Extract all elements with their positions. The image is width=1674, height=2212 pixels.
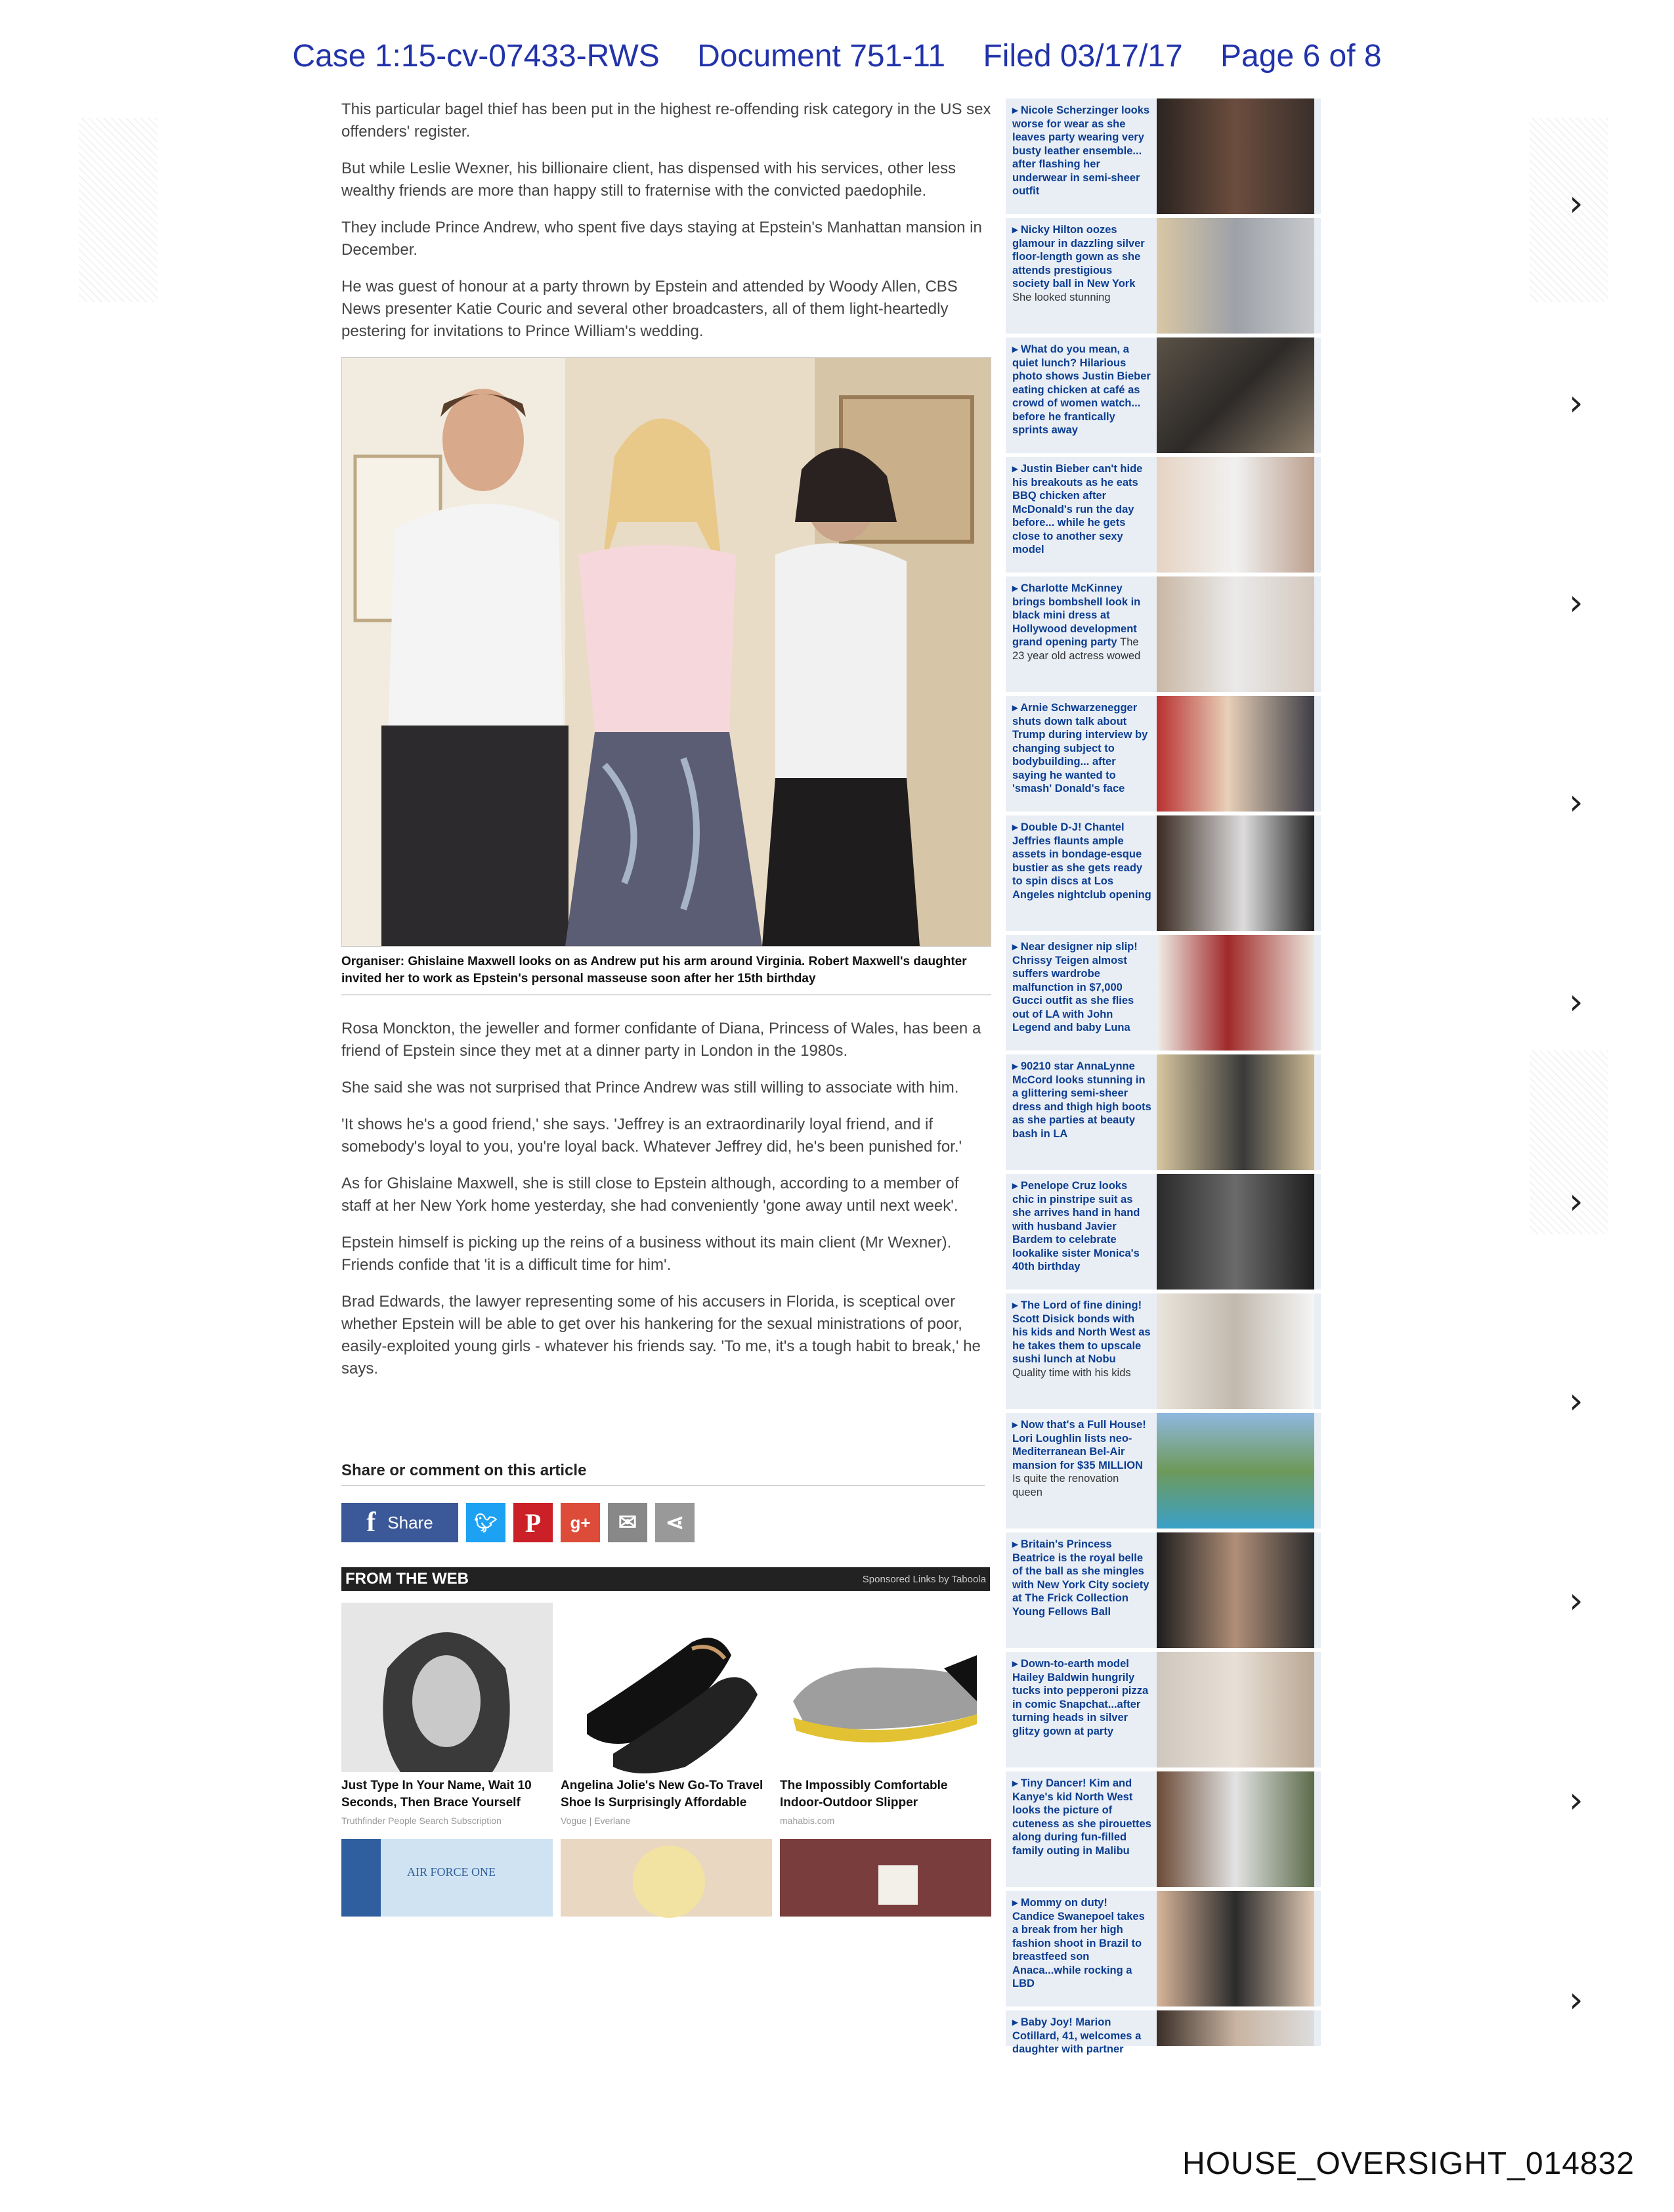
email-button[interactable] (608, 1503, 647, 1542)
article-paragraph: This particular bagel thief has been put in the highest re-offending risk category in the US sex offenders' register. (341, 100, 991, 141)
sidebar-thumb (1157, 1293, 1314, 1409)
sidebar-item-text: ▸ Justin Bieber can't hide his breakouts as he eats BBQ chicken after McDonald's run the day before... while he gets close to another sexy model (1012, 463, 1143, 555)
sidebar-thumb (1157, 815, 1314, 931)
pinterest-icon: P (525, 1507, 542, 1538)
sidebar-item-text: ▸ Mommy on duty! Candice Swanepoel takes a break from her high fashion shoot in Brazil to breastfeed son Anaca...while rocking a LBD (1012, 1897, 1145, 1989)
chevron-right-icon[interactable]: › (1569, 183, 1583, 224)
sidebar-item-text: ▸ Britain's Princess Beatrice is the royal belle of the ball as she mingles with New York City society at The Frick Collection Young Fellows Ball (1012, 1538, 1149, 1618)
sidebar-item-text: ▸ 90210 star AnnaLynne McCord looks stunning in a glittering semi-sheer dress and thigh high boots as she parties at beauty bash in LA (1012, 1060, 1151, 1140)
ad-image (561, 1603, 772, 1772)
sidebar-item-text: ▸ Arnie Schwarzenegger shuts down talk about Trump during interview by changing subject to bodybuilding... after saying he wanted to 'smash' Donald's face (1012, 702, 1148, 794)
case-header (0, 38, 1674, 74)
document-number: Document 751-11 (697, 39, 946, 74)
sidebar-item-text: ▸ Tiny Dancer! Kim and Kanye's kid North West looks the picture of cuteness as she pirouettes along during fun-filled family outing in Malibu (1012, 1777, 1151, 1857)
sidebar-item[interactable] (1006, 1413, 1321, 1529)
share-button-label: Share (387, 1512, 433, 1532)
ad-title: Angelina Jolie's New Go-To Travel Shoe Is Surprisingly Affordable (561, 1779, 763, 1810)
ad-title: The Impossibly Comfortable Indoor-Outdoor Slipper (780, 1779, 948, 1810)
sponsored-ad[interactable] (341, 1603, 553, 1826)
sidebar-item-text: ▸ Nicky Hilton oozes glamour in dazzling silver floor-length gown as she attends prestigious society ball in New York (1012, 224, 1145, 290)
sidebar-item[interactable] (1006, 337, 1321, 453)
sidebar-item[interactable] (1006, 2010, 1321, 2055)
facebook-icon: f (366, 1507, 376, 1538)
sidebar-thumb (1157, 1054, 1314, 1170)
sidebar-thumb (1157, 337, 1314, 453)
sidebar-thumb (1157, 696, 1314, 812)
ad-title: Just Type In Your Name, Wait 10 Seconds, Then Brace Yourself (341, 1779, 532, 1810)
sidebar-item-text: ▸ Down-to-earth model Hailey Baldwin hungrily tucks into pepperoni pizza in comic Snapchat...after turning heads in silver glitzy gown at party (1012, 1658, 1149, 1737)
sidebar-thumb (1157, 218, 1314, 334)
ad-image (780, 1603, 991, 1772)
sidebar-item-text: ▸ The Lord of fine dining! Scott Disick bonds with his kids and North West as he takes them to upscale sushi lunch at Nobu (1012, 1299, 1151, 1365)
ad-source: mahabis.com (780, 1815, 835, 1826)
article-paragraph: He was guest of honour at a party thrown by Epstein and attended by Woody Allen, CBS News presenter Katie Couric and several other broadcasters, all of them light-heartedly pestering for invitations to Prince William's wedding. (341, 278, 958, 340)
page-number: Page 6 of 8 (1220, 39, 1382, 74)
sidebar-thumb (1157, 2010, 1314, 2046)
chevron-right-icon[interactable]: › (1569, 1580, 1583, 1621)
sidebar-item-text: ▸ Charlotte McKinney brings bombshell look in black mini dress at Hollywood development grand opening party (1012, 582, 1141, 648)
article-paragraph: They include Prince Andrew, who spent five days staying at Epstein's Manhattan mansion in December. (341, 219, 982, 259)
filed-date: Filed 03/17/17 (983, 39, 1183, 74)
chevron-right-icon[interactable]: › (1569, 1380, 1583, 1421)
article-paragraph: Rosa Monckton, the jeweller and former confidante of Diana, Princess of Wales, has been a friend of Epstein since they met at a dinner party in London in the 1980s. (341, 1020, 981, 1060)
twitter-button[interactable] (466, 1503, 505, 1542)
from-the-web-title: FROM THE WEB (345, 1570, 469, 1588)
bates-number: HOUSE_OVERSIGHT_014832 (1182, 2146, 1635, 2181)
sponsored-ads (341, 1603, 991, 1826)
chevron-right-icon[interactable]: › (1569, 981, 1583, 1022)
chevron-right-icon[interactable]: › (1569, 781, 1583, 823)
sidebar-item[interactable] (1006, 1174, 1321, 1290)
sponsored-label[interactable]: Sponsored Links by Taboola (862, 1573, 986, 1585)
chevron-right-icon[interactable]: › (1569, 1779, 1583, 1821)
more-share-button[interactable] (655, 1503, 695, 1542)
photo-caption: Organiser: Ghislaine Maxwell looks on as Andrew put his arm around Virginia. Robert Maxwell's daughter invited her to work as Epstein's personal masseuse soon after her 15th birthday (341, 953, 991, 995)
sidebar-thumb (1157, 1891, 1314, 2006)
pinterest-button[interactable] (513, 1503, 553, 1542)
sidebar-item-text: ▸ Baby Joy! Marion Cotillard, 41, welcomes a daughter with partner (1012, 2016, 1142, 2055)
sidebar-thumb (1157, 1652, 1314, 1767)
sidebar-thumb (1157, 98, 1314, 214)
ad-source: Truthfinder People Search Subscription (341, 1815, 502, 1826)
sidebar-item[interactable] (1006, 1054, 1321, 1170)
sidebar-item[interactable] (1006, 1652, 1321, 1767)
article-paragraph: Epstein himself is picking up the reins of a business without its main client (Mr Wexner). Friends confide that 'it is a difficult time for him'. (341, 1234, 952, 1274)
sidebar-item[interactable] (1006, 1771, 1321, 1887)
share-buttons (341, 1503, 991, 1542)
sidebar-item-text: ▸ What do you mean, a quiet lunch? Hilarious photo shows Justin Bieber eating chicken at café as crowd of women watch... before he frantically sprints away (1012, 343, 1151, 436)
chevron-right-icon[interactable]: › (1569, 382, 1583, 423)
sidebar-item-text: ▸ Now that's a Full House! Lori Loughlin lists neo-Mediterranean Bel-Air mansion for $35 MILLION (1012, 1419, 1146, 1471)
ad-image-label: AIR FORCE ONE (407, 1865, 496, 1878)
article-photo (341, 357, 991, 947)
sidebar-thumb (1157, 1413, 1314, 1529)
sidebar-item[interactable] (1006, 1532, 1321, 1648)
case-number: Case 1:15-cv-07433-RWS (292, 39, 660, 74)
sidebar-item[interactable] (1006, 935, 1321, 1051)
photo-three-people (342, 358, 991, 946)
sidebar-item-text: ▸ Near designer nip slip! Chrissy Teigen almost suffers wardrobe malfunction in $7,000 Gucci outfit as she flies out of LA with John Legend and baby Luna (1012, 941, 1138, 1033)
chevron-right-icon[interactable]: › (1569, 1979, 1583, 2020)
share-heading: Share or comment on this article (341, 1462, 985, 1486)
article-paragraph: As for Ghislaine Maxwell, she is still close to Epstein although, according to a member of staff at her New York home yesterday, she had conveniently 'gone away until next week'. (341, 1175, 959, 1215)
sidebar-item[interactable] (1006, 457, 1321, 573)
sidebar-item-text: ▸ Double D-J! Chantel Jeffries flaunts ample assets in bondage-esque bustier as she gets ready to spin discs at Los Angeles nightclub opening (1012, 821, 1151, 901)
sidebar-item-text: ▸ Nicole Scherzinger looks worse for wear as she leaves party wearing very busty leather ensemble... after flashing her underwear in semi-sheer outfit (1012, 104, 1150, 197)
from-the-web-bar (341, 1567, 990, 1591)
ad-image (341, 1603, 553, 1772)
sidebar-item-sub: She looked stunning (1012, 291, 1111, 303)
facebook-share-button[interactable] (341, 1503, 458, 1542)
sidebar-thumb (1157, 1174, 1314, 1290)
sidebar-thumb (1157, 576, 1314, 692)
sponsored-ad[interactable] (780, 1603, 991, 1826)
sidebar-thumb (1157, 457, 1314, 573)
sidebar-thumb (1157, 935, 1314, 1051)
googleplus-button[interactable] (561, 1503, 600, 1542)
sponsored-ads-row2 (341, 1839, 991, 1917)
sidebar-item-sub: The 23 year old actress wowed (1012, 636, 1141, 662)
ad-image[interactable] (561, 1839, 772, 1917)
article-paragraph: But while Leslie Wexner, his billionaire client, has dispensed with his services, other less wealthy friends are more than happy still to fraternise with the convicted paedophile. (341, 160, 956, 200)
sidebar-thumb (1157, 1771, 1314, 1887)
googleplus-icon: g+ (570, 1512, 591, 1532)
sidebar-item-sub: Quality time with his kids (1012, 1366, 1131, 1379)
article-paragraph: She said she was not surprised that Prince Andrew was still willing to associate with him. (341, 1079, 959, 1096)
article-paragraph: 'It shows he's a good friend,' she says. 'Jeffrey is an extraordinarily loyal friend, and if somebody's loyal to you, you're loyal back. Whatever Jeffrey did, he's been punished for.' (341, 1116, 962, 1156)
sidebar-item[interactable] (1006, 98, 1321, 214)
chevron-right-icon[interactable]: › (1569, 582, 1583, 623)
sidebar-news-list (1006, 98, 1321, 2055)
sidebar-item-sub: Is quite the renovation queen (1012, 1473, 1119, 1498)
sidebar-item[interactable] (1006, 1891, 1321, 2006)
sidebar-item[interactable] (1006, 576, 1321, 692)
email-icon: ✉ (618, 1510, 637, 1535)
sidebar-item[interactable] (1006, 1293, 1321, 1409)
twitter-icon: 🐦︎ (474, 1512, 498, 1533)
article-body (341, 98, 991, 1917)
ad-image-air-force-one[interactable] (341, 1839, 553, 1917)
chevron-right-icon[interactable]: › (1569, 1181, 1583, 1222)
article-paragraph: Brad Edwards, the lawyer representing some of his accusers in Florida, is sceptical over whether Epstein will be able to get over his hankering for the sexual ministrations of poor, easily-exploited young girls - whatever his friends say. 'To me, it's a tough habit to break,' he says. (341, 1293, 981, 1377)
sidebar-item[interactable] (1006, 218, 1321, 334)
share-icon: ⋖ (665, 1510, 685, 1535)
sidebar-item-text: ▸ Penelope Cruz looks chic in pinstripe suit as she arrives hand in hand with husband Javier Bardem to celebrate lookalike sister Monica's 40th birthday (1012, 1180, 1140, 1272)
sponsored-ad[interactable] (561, 1603, 772, 1826)
ad-image[interactable] (780, 1839, 991, 1917)
article-page (341, 98, 1326, 2055)
sidebar-item[interactable] (1006, 815, 1321, 931)
sidebar-thumb (1157, 1532, 1314, 1648)
ghost-pattern (79, 118, 158, 302)
ad-source: Vogue | Everlane (561, 1815, 631, 1826)
sidebar-item[interactable] (1006, 696, 1321, 812)
